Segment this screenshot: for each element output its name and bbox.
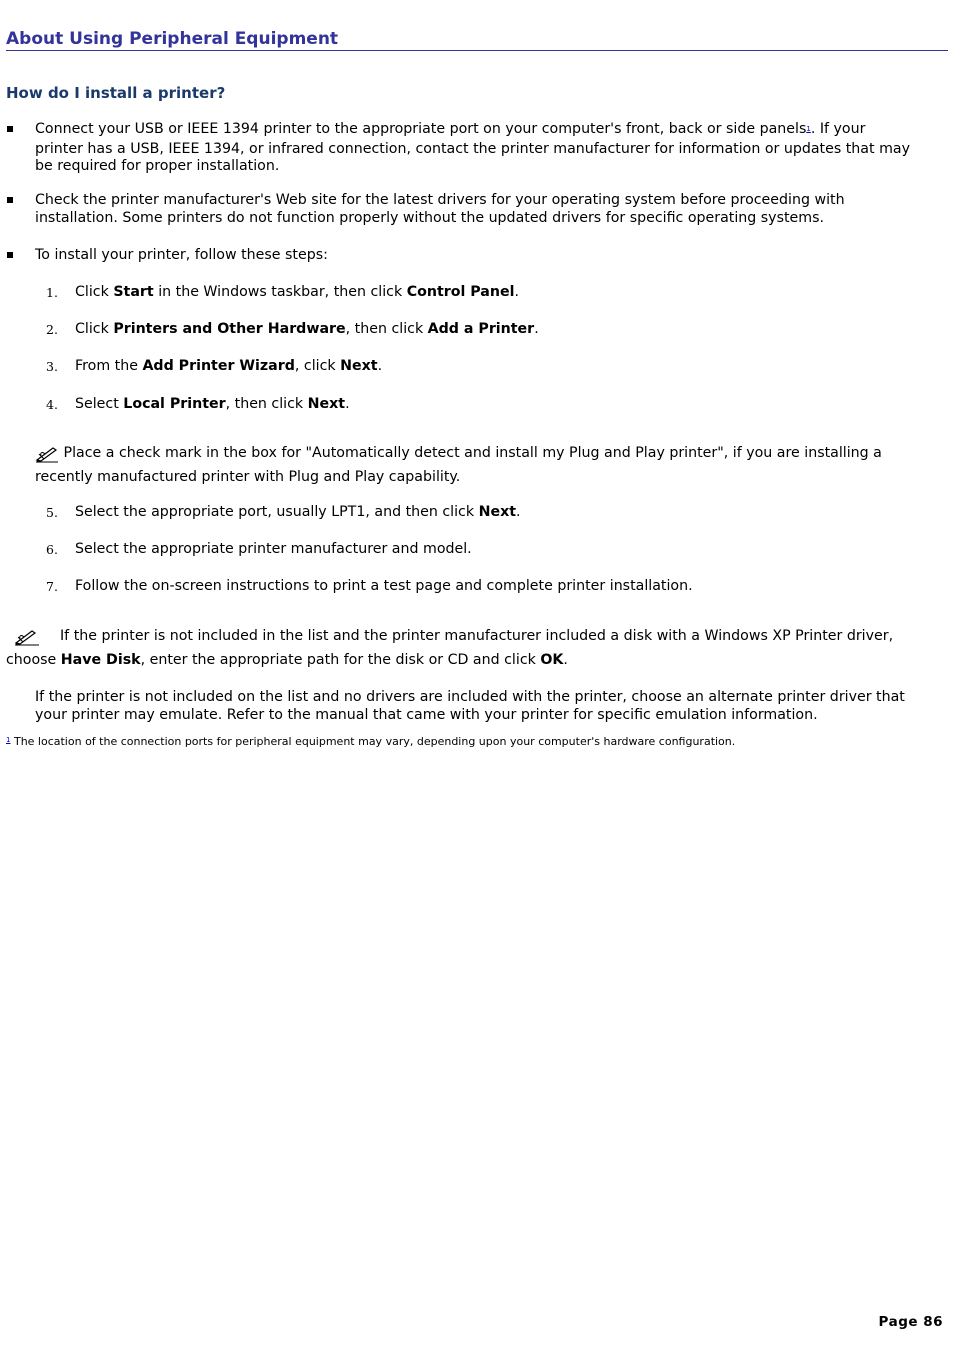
bullet-item-connect-printer [35,121,915,176]
note-pen-icon [35,445,59,469]
footnote [6,735,735,750]
step-number: 7. [46,579,58,594]
step-number: 6. [46,542,58,557]
section-heading: How do I install a printer? [6,84,226,102]
bullet-marker [7,126,13,132]
step-3: From the Add Printer Wizard, click Next. [75,358,383,374]
step-4: Select Local Printer, then click Next. [75,396,350,412]
footnote-text: The location of the connection ports for peripheral equipment may vary, depending upon your computer's hardware configuration. [13,735,736,748]
step-number: 1. [46,285,58,300]
footnote-mark-link[interactable]: 1 [6,736,11,744]
step-number: 2. [46,322,58,337]
step-number: 3. [46,359,58,374]
bullet-marker [7,252,13,258]
bullet-text: Connect your USB or IEEE 1394 printer to the appropriate port on your computer's front, back or side panels [35,121,807,137]
bullet-text: Check the printer manufacturer's Web site for the latest drivers for your operating system before proceeding with installation. Some printers do not function properly without the updated drivers for specific operating systems. [35,192,845,226]
note-pen-icon [14,628,40,652]
page-number: Page 86 [878,1314,943,1330]
step-1: Click Start in the Windows taskbar, then click Control Panel. [75,284,519,300]
bullet-marker [7,197,13,203]
step-2: Click Printers and Other Hardware, then click Add a Printer. [75,321,539,337]
note-have-disk: If the printer is not included in the list and the printer manufacturer included a disk with a Windows XP Printer driver, choose Have Disk, enter the appropriate path for the disk or CD and click OK. [6,628,894,668]
page-title: About Using Peripheral Equipment [6,29,948,51]
bullet-item-check-drivers [35,192,930,227]
footnote-reference-link[interactable]: 1 [806,125,811,133]
bullet-item-install-steps [35,247,930,265]
bullet-text: . If your printer has a USB, IEEE 1394, or infrared connection, contact the printer manufacturer for information or updates that may be required for proper installation. [35,121,910,174]
step-number: 5. [46,505,58,520]
step-5: Select the appropriate port, usually LPT1, and then click Next. [75,504,521,520]
step-7: Follow the on-screen instructions to print a test page and complete printer installation. [75,578,693,594]
step-number: 4. [46,397,58,412]
bullet-text: To install your printer, follow these steps: [35,247,328,263]
inline-note-text: Place a check mark in the box for "Automatically detect and install my Plug and Play printer", if you are installing a recently manufactured printer with Plug and Play capability. [35,445,882,485]
step-6: Select the appropriate printer manufacturer and model. [75,541,472,557]
inline-note [35,445,940,486]
followup-paragraph: If the printer is not included on the list and no drivers are included with the printer, choose an alternate printer driver that your printer may emulate. Refer to the manual that came with your printer for specific emulation information. [35,689,905,723]
